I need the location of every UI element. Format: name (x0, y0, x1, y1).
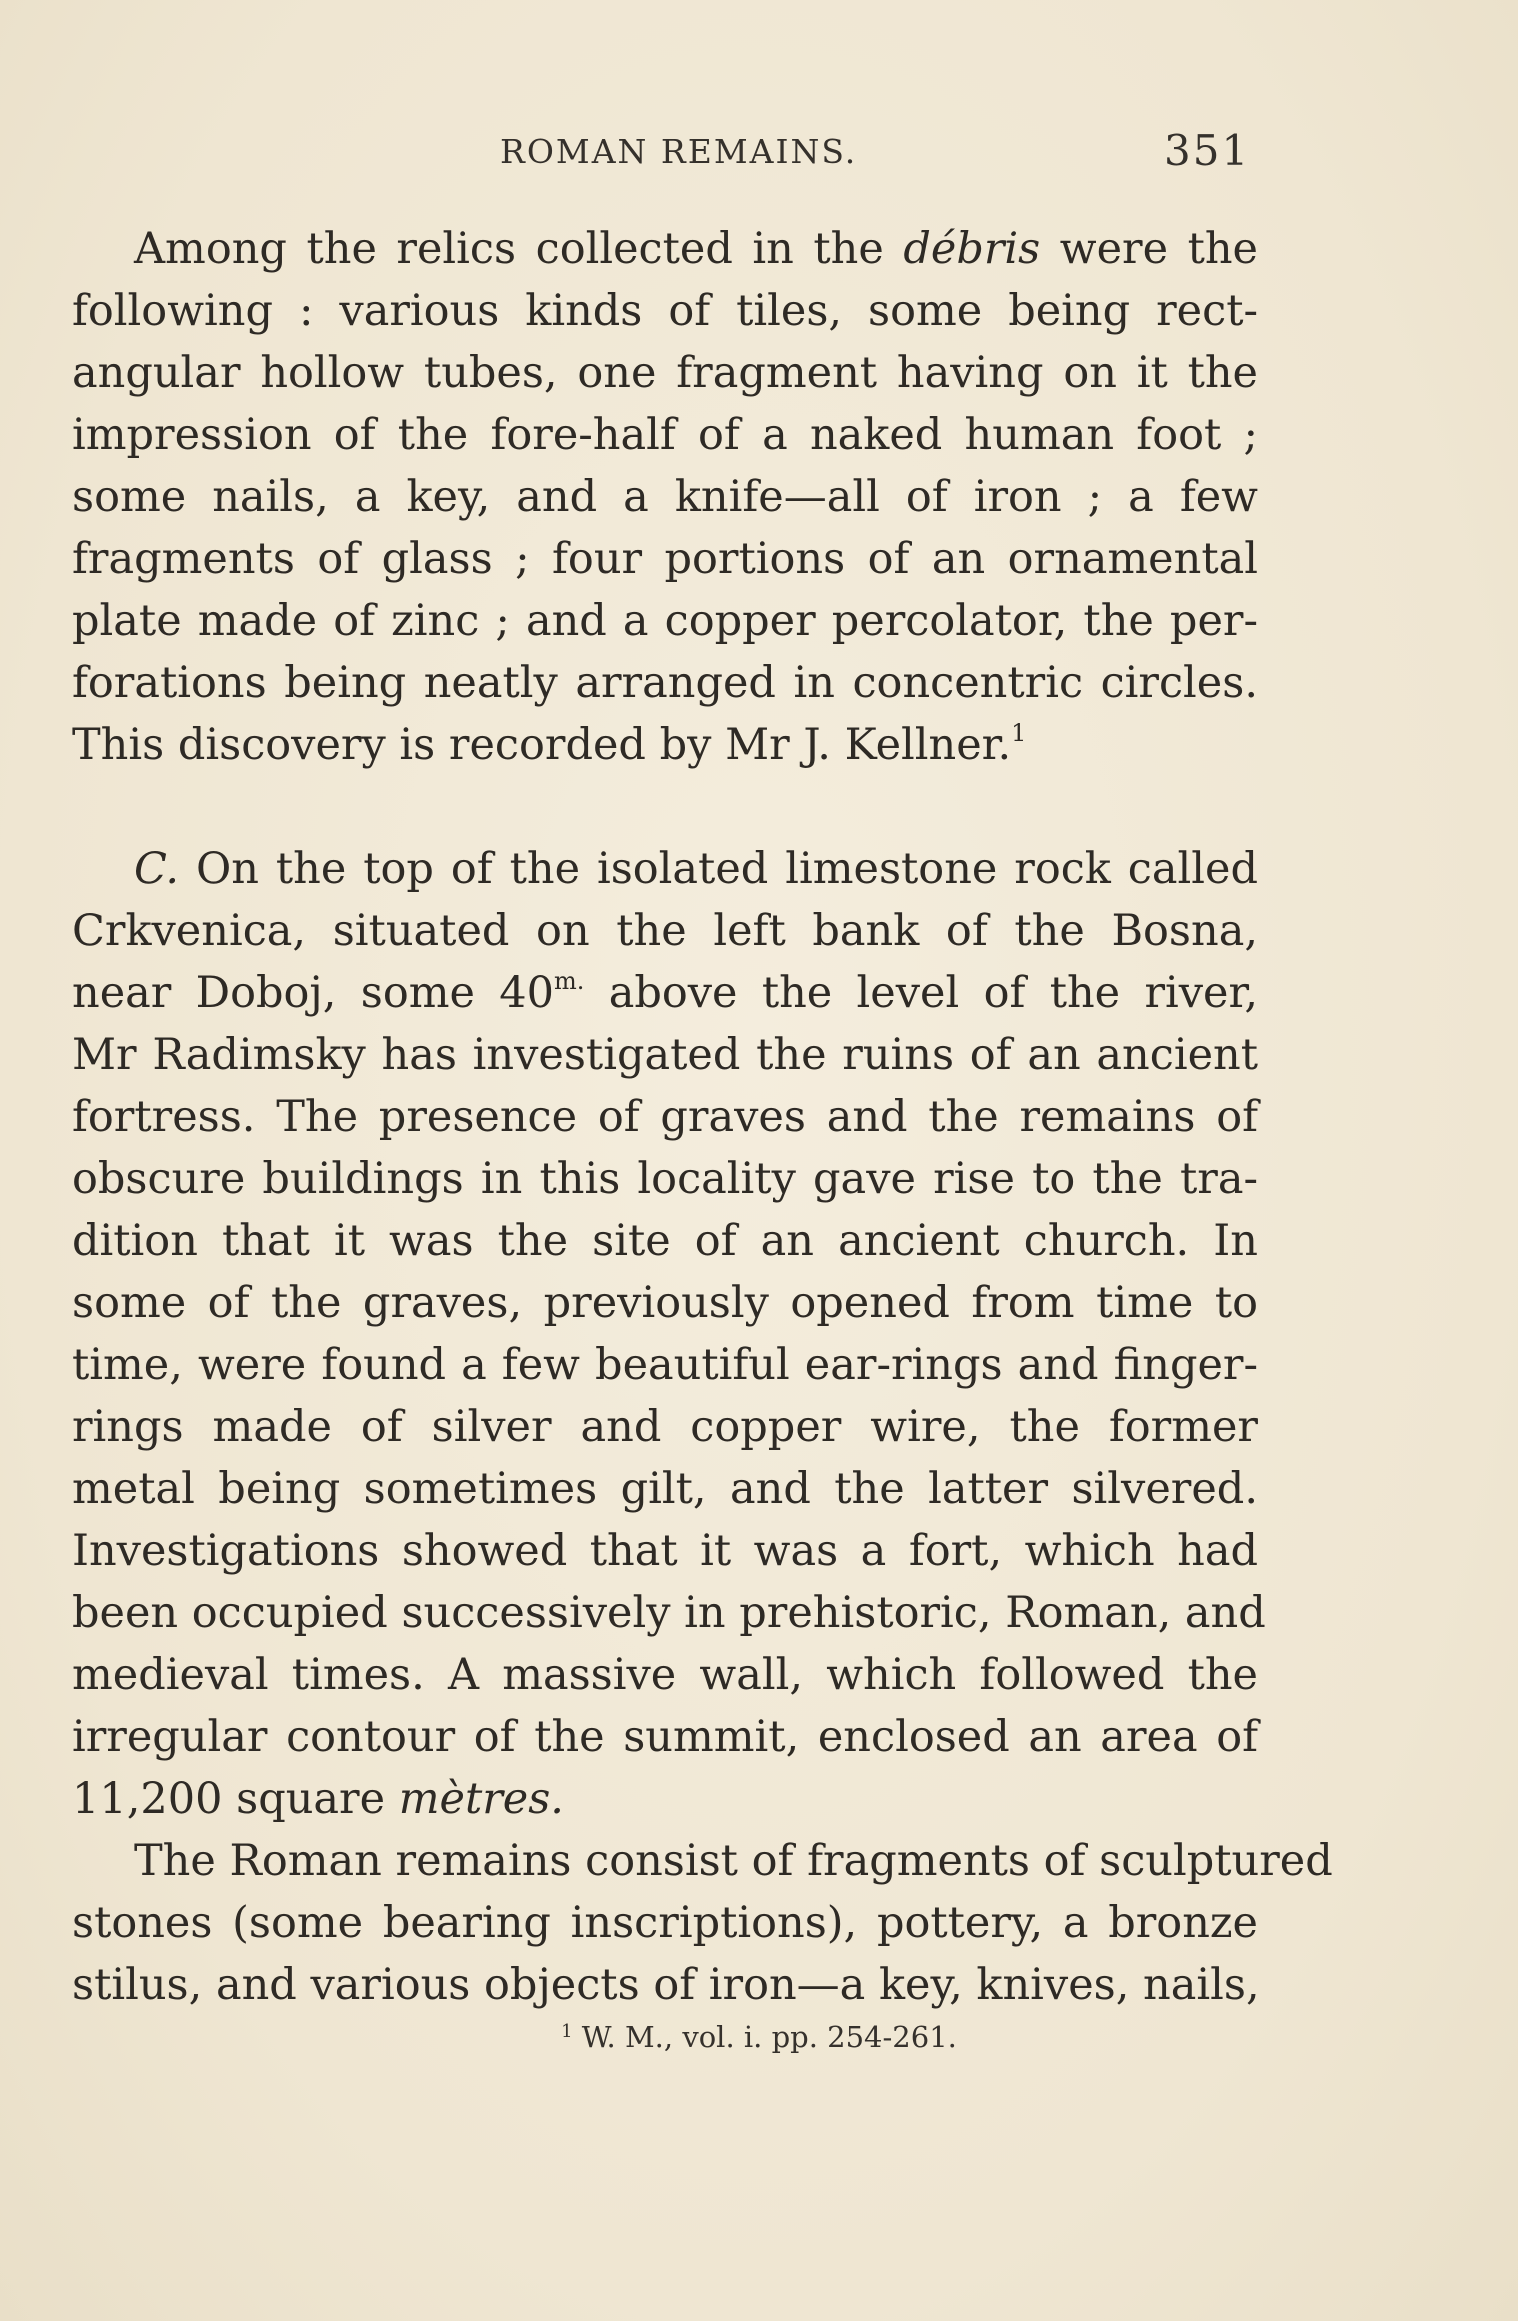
section-marker: C. (134, 844, 180, 894)
text-line: dition that it was the site of an ancient church. In (72, 1216, 1258, 1266)
text-line: medieval times. A massive wall, which followed the (72, 1650, 1258, 1700)
text-line: irregular contour of the summit, enclosed an area of (72, 1712, 1258, 1762)
text-line: time, were found a few beautiful ear-rings and finger- (72, 1340, 1258, 1390)
text-line: some of the graves, previously opened from time to (72, 1278, 1258, 1328)
paragraph-roman-remains (72, 1830, 1333, 2016)
text-line: near Doboj, some $40^{m.}$ above the level of the river, (72, 967, 1258, 1018)
footnote-ref: 1 (1011, 719, 1027, 747)
text-line: Among the relics collected in the débris were the (134, 224, 1259, 274)
text-line: The Roman remains consist of fragments of sculptured (134, 1836, 1333, 1886)
text-line: impression of the fore-half of a naked human foot ; (72, 410, 1258, 460)
text-line: metal being sometimes gilt, and the latter silvered. (72, 1464, 1258, 1514)
text-line: Mr Radimsky has investigated the ruins of an ancient (72, 1030, 1258, 1080)
text-line: rings made of silver and copper wire, the former (72, 1402, 1258, 1452)
text-line: fragments of glass ; four portions of an ornamental (72, 534, 1258, 584)
text-line: angular hollow tubes, one fragment having on it the (72, 348, 1258, 398)
text-line: obscure buildings in this locality gave rise to the tra- (72, 1154, 1258, 1204)
text-line: plate made of zinc ; and a copper percolator, the per- (72, 596, 1258, 646)
text-line: stilus, and various objects of iron—a key, knives, nails, (72, 1960, 1260, 2010)
text-line: fortress. The presence of graves and the remains of (72, 1092, 1258, 1142)
footnote-marker: 1 (561, 2021, 573, 2042)
text-line: 11,200 square mètres. (72, 1774, 564, 1824)
text-line: Crkvenica, situated on the left bank of the Bosna, (72, 906, 1258, 956)
running-title: ROMAN REMAINS. (500, 132, 858, 171)
text-line: forations being neatly arranged in concentric circles. (72, 658, 1258, 708)
text-line: some nails, a key, and a knife—all of iron ; a few (72, 472, 1258, 522)
footnote-text: W. M., vol. i. pp. 254-261. (581, 2020, 957, 2054)
text-line: C. On the top of the isolated limestone rock called (134, 844, 1258, 894)
text-line: been occupied successively in prehistoric, Roman, and (72, 1588, 1266, 1638)
text-line: following : various kinds of tiles, some being rect- (72, 286, 1258, 336)
text-line: This discovery is recorded by Mr J. Kellner.$^1$ (72, 719, 1027, 770)
text-line: stones (some bearing inscriptions), pottery, a bronze (72, 1898, 1258, 1948)
footnote (0, 2020, 1518, 2054)
running-head (0, 126, 1518, 182)
text-line: Investigations showed that it was a fort, which had (72, 1526, 1258, 1576)
page-number: 351 (1164, 126, 1251, 175)
paragraph-relics (72, 218, 1258, 776)
paragraph-crkvenica (72, 838, 1266, 1830)
